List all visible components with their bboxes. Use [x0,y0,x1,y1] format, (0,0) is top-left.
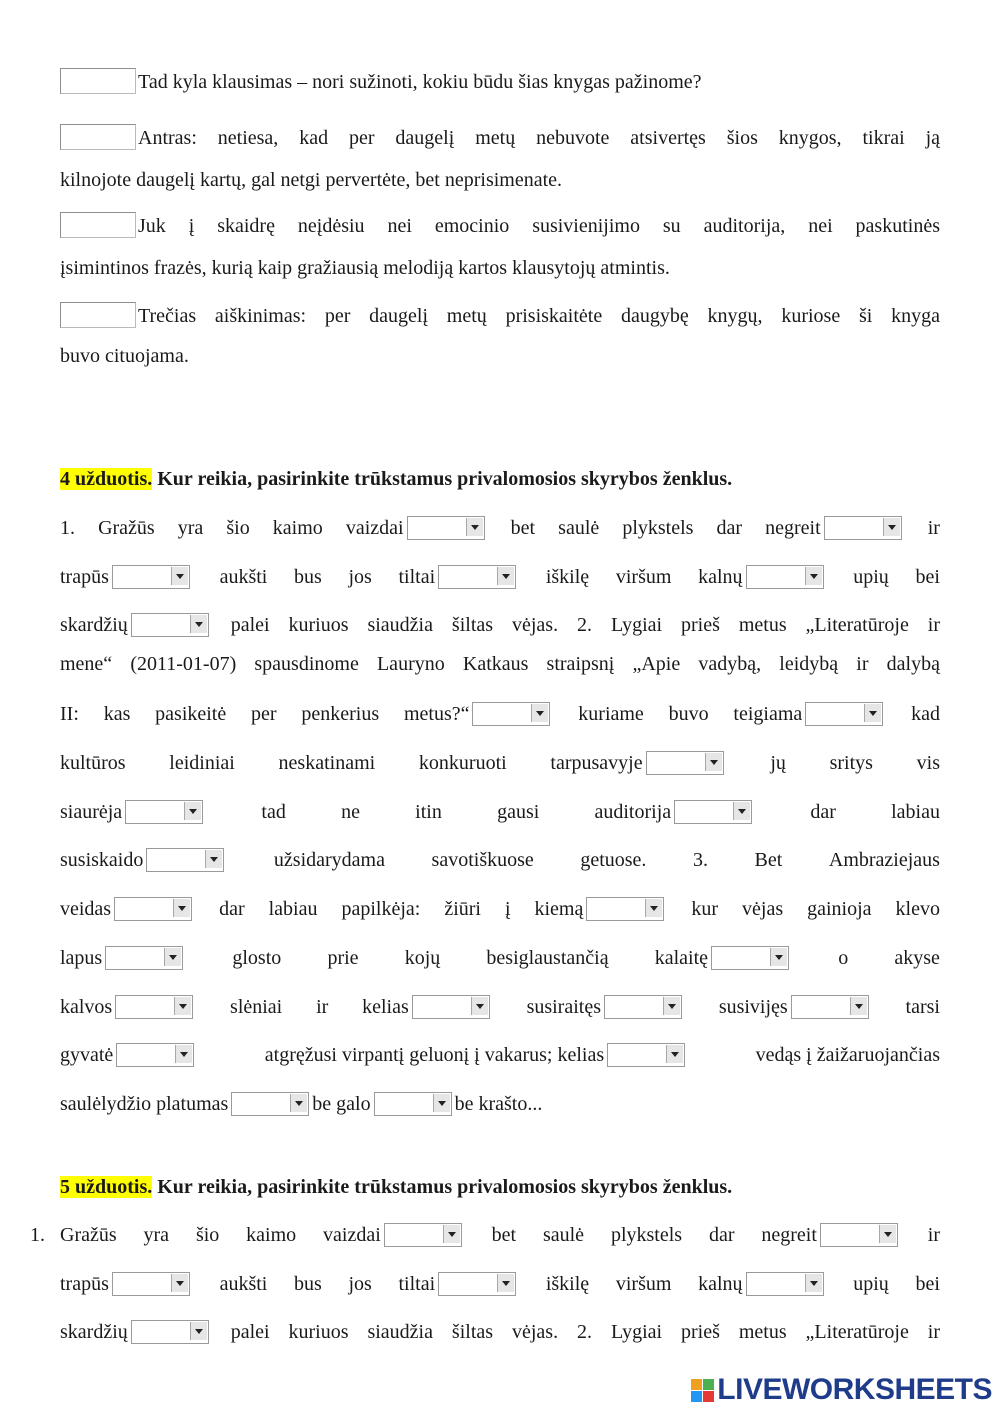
word: negreit [761,1224,817,1246]
intro-text: kilnojote daugelį kartų, gal netgi pervertėte, bet neprisimenate. [60,169,563,191]
punctuation-dropdown[interactable] [131,613,209,637]
word: saulėlydžio platumas [60,1093,229,1115]
punctuation-dropdown[interactable] [112,1272,190,1296]
word: „Literatūroje [805,1321,909,1343]
word: yra [177,517,204,539]
punctuation-dropdown[interactable] [472,702,550,726]
punctuation-dropdown[interactable] [384,1223,462,1247]
chevron-down-icon[interactable] [466,518,483,536]
word: konkuruoti [418,752,507,774]
word: siaudžia [367,1321,433,1343]
word: 2. [577,614,593,636]
word: palei [230,614,270,636]
punctuation-dropdown[interactable] [412,995,490,1019]
chevron-down-icon[interactable] [173,899,190,917]
word: savotiškuose [431,849,534,871]
text-line [60,1318,940,1346]
word: penkerius [301,703,380,725]
word: saulė [558,517,600,539]
intro-line-2 [60,124,940,152]
punctuation-dropdown[interactable] [131,1320,209,1344]
chevron-down-icon[interactable] [883,518,900,536]
word: ir [927,614,940,636]
answer-textbox[interactable] [60,68,136,94]
word: be galo [312,1093,371,1115]
word: aukšti [219,566,268,588]
chevron-down-icon[interactable] [433,1094,450,1112]
word: iškilę [545,1273,590,1295]
chevron-down-icon[interactable] [171,1274,188,1292]
word: trapūs [60,1273,109,1295]
punctuation-dropdown[interactable] [116,1043,194,1067]
text-line [60,611,940,639]
word: vis [916,752,940,774]
text-line [60,749,940,777]
word: viršum [615,1273,672,1295]
task4-instruction: Kur reikia, pasirinkite trūkstamus privalomosios skyrybos ženklus. [157,468,733,490]
word: slėniai [230,996,283,1018]
word: getuose. [580,849,647,871]
text-line [60,700,940,728]
word: vaizdai [345,517,404,539]
punctuation-dropdown[interactable] [805,702,883,726]
word: kalvos [60,996,113,1018]
chevron-down-icon[interactable] [290,1094,307,1112]
word: kuriuos [288,1321,349,1343]
word: 2. [577,1321,593,1343]
word: viršum [615,566,672,588]
chevron-down-icon[interactable] [850,997,867,1015]
intro-text: Juk į skaidrę neįdėsiu nei emocinio susivienijimo su auditorija, nei paskutinės [138,215,940,237]
word: skardžių [60,614,128,636]
word: iškilę [545,566,590,588]
text-line [60,993,940,1021]
word: plykstels [622,517,694,539]
liveworksheets-logo [691,1373,992,1407]
chevron-down-icon[interactable] [171,567,188,585]
word: vedąs į žaižaruojančias [755,1044,940,1066]
chevron-down-icon[interactable] [174,997,191,1015]
chevron-down-icon[interactable] [471,997,488,1015]
punctuation-dropdown[interactable] [674,800,752,824]
word: vėjas. [511,614,559,636]
word: susiskaido [60,849,144,871]
answer-textbox[interactable] [60,302,136,328]
task5-instruction: Kur reikia, pasirinkite trūkstamus privalomosios skyrybos ženklus. [157,1176,733,1198]
word: ir [927,517,940,539]
word: gainioja [807,898,872,920]
intro-text: Tad kyla klausimas – nori sužinoti, kokiu būdu šias knygas pažinome? [138,71,702,93]
intro-line-4 [60,302,940,330]
task4-label: 4 užduotis. [60,468,153,490]
word: ir [927,1321,940,1343]
word: kaimo [246,1224,297,1246]
word: teigiama [733,703,803,725]
word: metus [738,614,787,636]
punctuation-dropdown[interactable] [125,800,203,824]
word: palei [230,1321,270,1343]
chevron-down-icon[interactable] [531,704,548,722]
chevron-down-icon[interactable] [190,615,207,633]
text-line [60,895,940,923]
word: Lygiai [610,614,663,636]
punctuation-dropdown[interactable] [791,995,869,1019]
word: papilkėja: [341,898,421,920]
punctuation-dropdown[interactable] [607,1043,685,1067]
word: auditorija [594,801,672,823]
word: kultūros [60,752,126,774]
task4-heading [60,465,940,493]
word: itin [415,801,442,823]
text-line [60,944,940,972]
punctuation-dropdown[interactable] [824,516,902,540]
chevron-down-icon[interactable] [733,802,750,820]
word: vėjas. [511,1321,559,1343]
chevron-down-icon[interactable] [864,704,881,722]
punctuation-dropdown[interactable] [820,1223,898,1247]
punctuation-dropdown[interactable] [146,848,224,872]
word: ne [341,801,360,823]
word: tiltai [398,566,436,588]
word: trapūs [60,566,109,588]
word: bus [294,566,322,588]
word: II: [60,703,79,725]
word: susiraitęs [526,996,601,1018]
intro-text: įsimintinos frazės, kurią kaip gražiausią melodiją kartos klausytojų atmintis. [60,257,670,279]
word: dar [810,801,836,823]
word: kas [103,703,131,725]
intro-text: Trečias aiškinimas: per daugelį metų prisiskaitėte daugybę knygų, kuriose ši knyga [138,305,940,327]
word: Gražūs [60,1224,117,1246]
punctuation-dropdown[interactable] [604,995,682,1019]
word: 1. [60,517,75,539]
chevron-down-icon[interactable] [175,1045,192,1063]
word: leidiniai [169,752,235,774]
word: gyvatė [60,1044,114,1066]
word: kad [911,703,940,725]
word: kalnų [698,566,743,588]
word: negreit [765,517,821,539]
word: glosto [232,947,282,969]
word: Gražūs [98,517,155,539]
word: lapus [60,947,103,969]
word: kelias [362,996,409,1018]
punctuation-dropdown[interactable] [112,565,190,589]
word: o [838,947,849,969]
word: kuriuos [288,614,349,636]
word: be krašto... [454,1093,543,1115]
word: šiltas [451,614,494,636]
punctuation-dropdown[interactable] [746,1272,824,1296]
word: užsidarydama [273,849,385,871]
chevron-down-icon[interactable] [705,753,722,771]
word: Bet [754,849,783,871]
text-line [60,650,940,678]
intro-line-3 [60,212,940,240]
chevron-down-icon[interactable] [164,948,181,966]
text-line [60,1270,940,1298]
word: veidas [60,898,112,920]
chevron-down-icon[interactable] [666,1045,683,1063]
intro-text: Antras: netiesa, kad per daugelį metų nebuvote atsivertęs šios knygos, tikrai ją [138,127,940,149]
word: ir [316,996,329,1018]
word: labiau [268,898,318,920]
word: kalnų [698,1273,743,1295]
word: siaudžia [367,614,433,636]
word: labiau [891,801,940,823]
chevron-down-icon[interactable] [190,1322,207,1340]
word: jų [770,752,786,774]
word: jos [348,566,372,588]
punctuation-dropdown[interactable] [711,946,789,970]
word: vėjas [742,898,784,920]
text-line [60,514,940,542]
punctuation-dropdown[interactable] [586,897,664,921]
word: upių [853,566,889,588]
word: upių [853,1273,889,1295]
word: akyse [894,947,940,969]
logo-icon [691,1379,714,1402]
chevron-down-icon[interactable] [645,899,662,917]
word: per [251,703,277,725]
word: yra [143,1224,170,1246]
word: sritys [829,752,873,774]
word: atgręžusi virpantį geluonį į vakarus; kelias [264,1044,605,1066]
word: besiglaustančią [486,947,609,969]
word: 3. [692,849,708,871]
word: kalaitę [654,947,709,969]
intro-line-1 [60,68,940,96]
word: jos [348,1273,372,1295]
word: prieš [681,614,720,636]
punctuation-dropdown[interactable] [231,1092,309,1116]
logo-text: LIVEWORKSHEETS [717,1373,992,1406]
word: bus [294,1273,322,1295]
word: kojų [404,947,441,969]
word: tad [261,801,286,823]
intro-text: buvo cituojama. [60,345,189,367]
text-line [60,1090,940,1118]
word: bei [915,566,940,588]
word: bet [510,517,536,539]
word: mene“ (2011-01-07) spausdinome Lauryno Katkaus straipsnį „Apie vadybą, leidybą ir dalybą [60,653,940,675]
chevron-down-icon[interactable] [879,1225,896,1243]
punctuation-dropdown[interactable] [114,897,192,921]
word: gausi [497,801,540,823]
word: metus [738,1321,787,1343]
text-line [60,1041,940,1069]
text-line [60,798,940,826]
word: šio [195,1224,220,1246]
chevron-down-icon[interactable] [205,850,222,868]
punctuation-dropdown[interactable] [105,946,183,970]
chevron-down-icon[interactable] [497,567,514,585]
word: šiltas [451,1321,494,1343]
word: tiltai [398,1273,436,1295]
word: dar [708,1224,735,1246]
answer-textbox[interactable] [60,212,136,238]
punctuation-dropdown[interactable] [746,565,824,589]
word: metus?“ [403,703,470,725]
word: „Literatūroje [805,614,909,636]
word: prie [327,947,359,969]
word: susivijęs [718,996,788,1018]
word: bet [491,1224,517,1246]
chevron-down-icon[interactable] [805,567,822,585]
chevron-down-icon[interactable] [770,948,787,966]
punctuation-dropdown[interactable] [438,565,516,589]
word: plykstels [610,1224,683,1246]
chevron-down-icon[interactable] [663,997,680,1015]
text-line [60,563,940,591]
word: kur [691,898,719,920]
word: saulė [542,1224,585,1246]
list-number: 1. [30,1224,45,1246]
punctuation-dropdown[interactable] [438,1272,516,1296]
word: pasikeitė [155,703,227,725]
word: dar [219,898,245,920]
task5-label: 5 užduotis. [60,1176,153,1198]
punctuation-dropdown[interactable] [646,751,724,775]
punctuation-dropdown[interactable] [407,516,485,540]
text-line [60,846,940,874]
word: kaimo [272,517,323,539]
word: tarsi [905,996,940,1018]
text-line [60,1221,940,1249]
chevron-down-icon[interactable] [184,802,201,820]
word: ir [927,1224,940,1246]
word: tarpusavyje [550,752,643,774]
word: vaizdai [323,1224,381,1246]
word: dar [716,517,743,539]
task5-heading [60,1173,940,1201]
answer-textbox[interactable] [60,124,136,150]
punctuation-dropdown[interactable] [115,995,193,1019]
chevron-down-icon[interactable] [497,1274,514,1292]
word: kiemą [534,898,584,920]
word: Lygiai [610,1321,663,1343]
word: neskatinami [278,752,376,774]
word: klevo [895,898,940,920]
word: buvo [668,703,709,725]
word: siaurėja [60,801,123,823]
word: Ambraziejaus [828,849,940,871]
word: į [504,898,511,920]
word: prieš [681,1321,720,1343]
word: žiūri [444,898,481,920]
punctuation-dropdown[interactable] [374,1092,452,1116]
chevron-down-icon[interactable] [443,1225,460,1243]
word: šio [226,517,250,539]
word: aukšti [219,1273,268,1295]
word: kuriame [578,703,644,725]
word: skardžių [60,1321,128,1343]
word: bei [915,1273,940,1295]
chevron-down-icon[interactable] [805,1274,822,1292]
